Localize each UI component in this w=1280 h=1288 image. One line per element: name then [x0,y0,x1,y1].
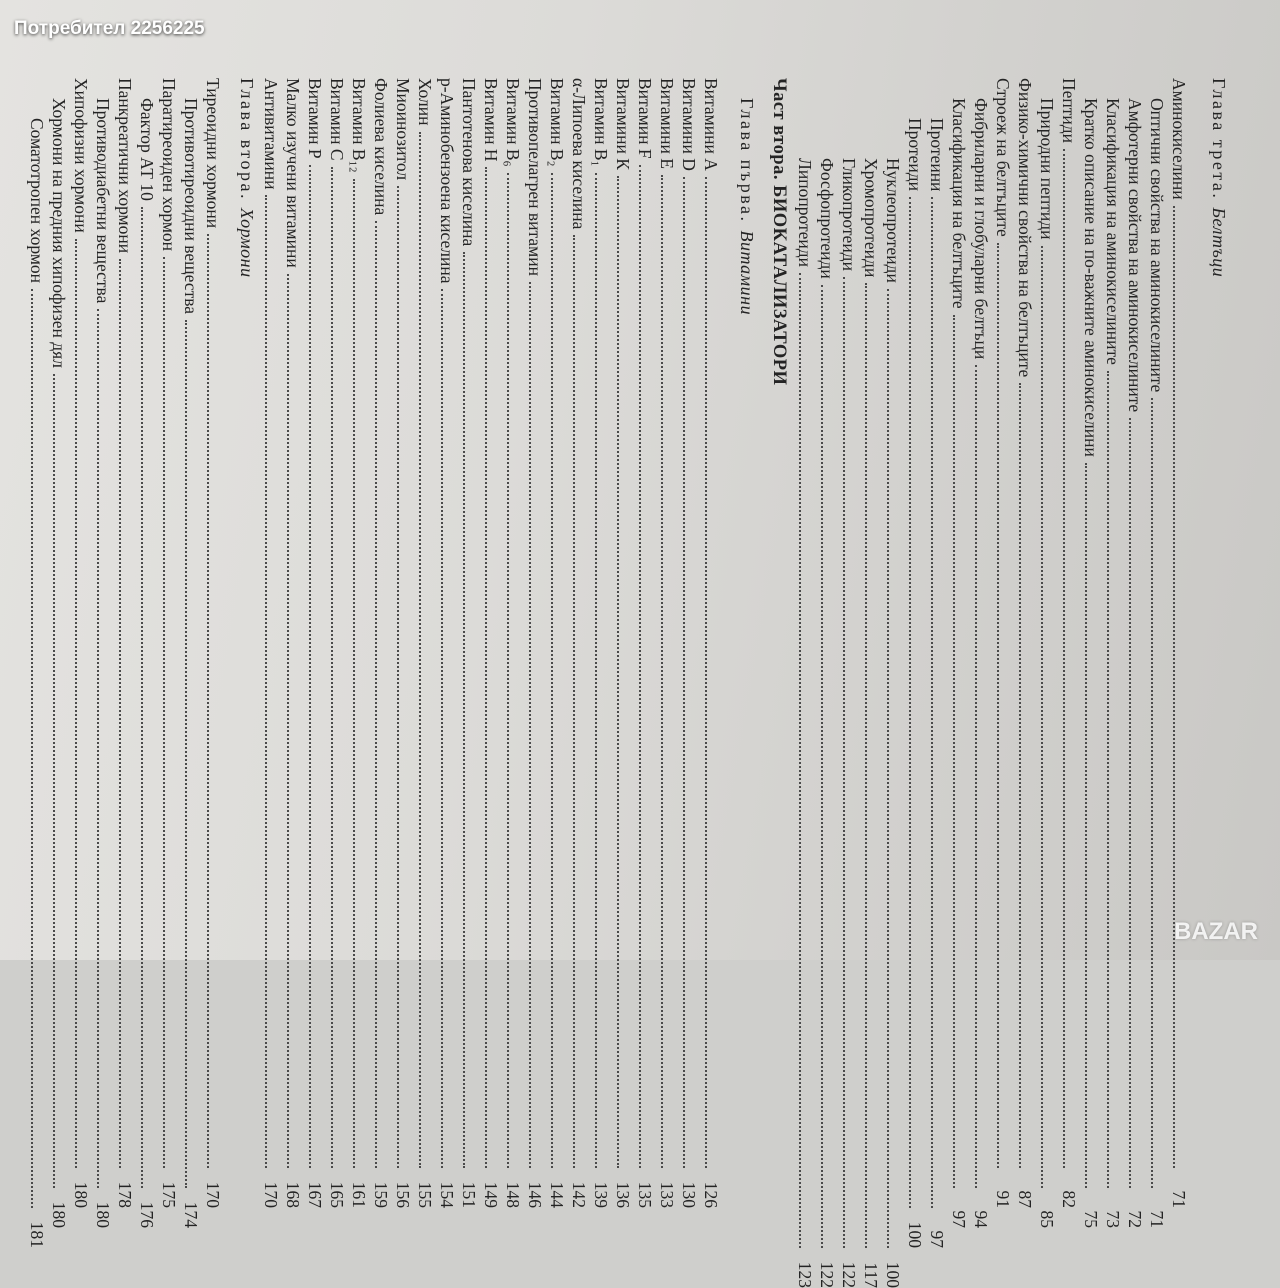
toc-row [926,78,948,1248]
toc-page: 100 [883,1261,903,1288]
toc-page: 154 [437,1181,457,1208]
toc-row [304,78,326,1208]
toc-label: Аминокиселини [1169,78,1189,200]
toc-page: 146 [525,1181,545,1208]
toc-label: Нуклеопротеиди [883,158,903,283]
toc-label: Протеини [927,118,947,192]
toc-label: Витамин B₂ [547,78,567,167]
toc-page: 156 [393,1181,413,1208]
toc-row [1080,78,1102,1228]
toc-label: Хормони на предния хипофизен дял [49,98,69,368]
toc-label: Оптични свойства на аминокиселините [1147,98,1167,393]
toc-page: 122 [817,1261,837,1288]
toc-leader [287,274,303,1168]
toc-label: Природни пептиди [1037,98,1057,240]
chapter-prefix: Глава първа. [737,98,757,224]
toc-leader [551,173,567,1168]
toc-label: Строеж на белтъците [993,78,1013,237]
toc-row [480,78,502,1208]
toc-leader [975,365,991,1188]
toc-row [458,78,480,1208]
toc-leader [141,207,157,1188]
toc-row [392,78,414,1208]
chapter-prefix: Глава втора. [237,78,257,201]
toc-row [348,78,370,1208]
toc-row [794,78,816,1288]
toc-label: Хипофизни хормони [71,78,91,233]
toc-row [70,78,92,1208]
toc-leader [185,320,201,1188]
toc-leader [887,289,903,1248]
toc-page: 180 [71,1181,91,1208]
toc-row [860,78,882,1288]
chapter-title: Витамини [737,230,757,316]
toc-leader [997,243,1013,1168]
toc-row [524,78,546,1208]
toc-page: 180 [93,1201,113,1228]
toc-leader [931,197,947,1208]
toc-leader [573,235,589,1168]
toc-page: 151 [459,1181,479,1208]
toc-leader [821,285,837,1248]
toc-row [260,78,282,1208]
toc-label: Пантотенова киселина [459,78,479,247]
toc-label: Панкреатични хормони [115,78,135,254]
toc-leader [1041,246,1057,1188]
toc-page: 149 [481,1181,501,1208]
toc-leader [75,239,91,1168]
toc-label: Витамин B₆ [503,78,523,167]
toc-leader [843,277,859,1248]
toc-page: 87 [1015,1190,1035,1208]
toc-label: Миоинозитол [393,78,413,181]
toc-leader [1107,371,1123,1188]
toc-label: Малко изучени витамини [283,78,303,268]
toc-page: 144 [547,1181,567,1208]
toc-label: Пептиди [1059,78,1079,144]
chapter-title: Белтъци [1209,207,1229,278]
toc-label: Витамин B₁ [591,78,611,167]
toc-leader [683,177,699,1168]
toc-label: Витамин С [327,78,347,161]
toc-label: Класификация на аминокиселините [1103,98,1123,365]
toc-page: 155 [415,1181,435,1208]
toc-row [114,78,136,1208]
toc-page: 161 [349,1181,369,1208]
toc-leader [309,165,325,1168]
toc-label: Витамин Р [305,78,325,159]
toc-page: 126 [701,1181,721,1208]
toc-page: 72 [1125,1210,1145,1228]
toc-leader [163,257,179,1168]
toc-page: 75 [1081,1210,1101,1228]
toc-leader [705,177,721,1168]
toc-page: 136 [613,1181,633,1208]
toc-label: Класификация на белтъците [949,98,969,309]
toc-page: 167 [305,1181,325,1208]
user-tag: Потребител 2256225 [14,18,205,39]
chapter-prefix: Глава трета. [1209,78,1229,201]
toc-row [1168,78,1190,1208]
toc-label: Фибриларни и глобуларни белтъци [971,98,991,360]
part-heading: Част втора. БИОКАТАЛИЗАТОРИ [769,78,789,386]
toc-page: 178 [115,1181,135,1208]
toc-leader [617,176,633,1168]
toc-leader [207,234,223,1168]
toc-label: Амфотерни свойства на аминокиселините [1125,98,1145,413]
toc-row [26,78,48,1248]
toc-row [180,78,202,1228]
toc-row [1146,78,1168,1228]
toc-row [992,78,1014,1208]
toc-label: Противодиабетни вещества [93,98,113,304]
toc-row [678,78,700,1208]
toc-page: 170 [261,1181,281,1208]
toc-label: Антивитамини [261,78,281,190]
toc-page: 135 [635,1181,655,1208]
toc-label: Протеиди [905,118,925,191]
toc-row [882,78,904,1288]
toc-page: 180 [49,1201,69,1228]
toc-page: 165 [327,1181,347,1208]
toc-leader [661,175,677,1168]
toc-leader [529,282,545,1168]
toc-row [502,78,524,1208]
toc-row [838,78,860,1288]
toc-label: Фактор АТ 10 [137,98,157,201]
toc-page: 122 [839,1261,859,1288]
toc-page: 159 [371,1181,391,1208]
toc-leader [441,289,457,1168]
toc-row [1036,78,1058,1228]
toc-label: Витамини D [679,78,699,171]
toc-label: Фосфопротеиди [817,158,837,279]
toc-leader [331,167,347,1168]
toc-row [1014,78,1036,1208]
toc-row [202,78,224,1208]
toc-row [370,78,392,1208]
chapter-heading [736,78,758,1228]
toc-label: Витамини Е [657,78,677,169]
toc-leader [865,283,881,1248]
toc-leader [97,309,113,1188]
toc-leader [463,252,479,1168]
toc-page: 175 [159,1181,179,1208]
toc-page: 174 [181,1201,201,1228]
toc-label: Гликопротеиди [839,158,859,271]
toc-leader [119,259,135,1168]
toc-row [92,78,114,1228]
watermark-logo: BAZAR [1174,918,1258,945]
toc-row [1124,78,1146,1228]
toc-leader [485,167,501,1168]
toc-page: 181 [27,1221,47,1248]
toc-label: Противотиреоидни вещества [181,98,201,315]
toc-page: 97 [927,1230,947,1248]
toc-row [158,78,180,1208]
toc-leader [397,186,413,1168]
toc-leader [1129,418,1145,1188]
toc-row [282,78,304,1208]
toc-leader [1085,463,1101,1188]
toc-page: 133 [657,1181,677,1208]
toc-page: 168 [283,1181,303,1208]
toc-label: Фолиева киселина [371,78,391,216]
toc-page: 176 [137,1201,157,1228]
toc-page: 117 [861,1262,881,1288]
toc-label: Витамин Н [481,78,501,162]
toc-row [656,78,678,1208]
toc-page: 170 [203,1181,223,1208]
toc-page: 71 [1169,1190,1189,1208]
chapter-title: Хормони [237,207,257,278]
toc-label: Витамини А [701,78,721,171]
toc-page: 148 [503,1181,523,1208]
toc-leader [353,179,369,1168]
toc-label: Соматотропен хормон [27,118,47,284]
toc-row [970,78,992,1228]
toc-row [48,78,70,1228]
toc-leader [1063,149,1079,1168]
toc-label: Тиреоидни хормони [203,78,223,229]
toc-page: 97 [949,1210,969,1228]
toc-row [1102,78,1124,1228]
toc-leader [1173,206,1189,1168]
toc-row [612,78,634,1208]
toc-label: Паратиреоиден хормон [159,78,179,252]
toc-label: Липопротеиди [795,158,815,268]
toc-label: Хромопротеиди [861,158,881,278]
toc-page: 100 [905,1221,925,1248]
toc-label: Витамин B₁₂ [349,78,369,173]
toc-page: 142 [569,1181,589,1208]
toc-label: α-Липоева киселина [569,78,589,230]
toc-leader [595,173,611,1168]
toc-leader [507,173,523,1168]
toc-row [816,78,838,1288]
toc-leader [909,197,925,1208]
toc-row [700,78,722,1208]
toc-page: 73 [1103,1210,1123,1228]
toc-page: 71 [1147,1210,1167,1228]
toc-leader [799,273,815,1248]
toc-label: Витамини К [613,78,633,170]
toc-leader [265,195,281,1168]
book-page [10,78,1230,1288]
toc-leader [375,221,391,1168]
toc-page: 91 [993,1190,1013,1208]
toc-row [634,78,656,1208]
chapter-heading [236,78,258,1208]
toc-row [568,78,590,1208]
toc-leader [419,132,435,1168]
toc-row [1058,78,1080,1208]
toc-page: 123 [795,1261,815,1288]
toc-row [590,78,612,1208]
toc-page: 82 [1059,1190,1079,1208]
chapter-heading [1208,78,1230,1208]
toc-label: Противопелагрен витамин [525,78,545,276]
toc-row [326,78,348,1208]
toc-label: Витамин F [635,78,655,159]
toc-label: Физико-химични свойства на белтъците [1015,78,1035,378]
toc-row [436,78,458,1208]
toc-leader [639,165,655,1168]
toc-row [948,78,970,1228]
toc-leader [953,315,969,1188]
toc-row [546,78,568,1208]
toc-page: 139 [591,1181,611,1208]
toc-row [136,78,158,1228]
toc-row [414,78,436,1208]
toc-leader [1019,383,1035,1168]
toc-page: 130 [679,1181,699,1208]
toc-leader [31,289,47,1208]
toc-leader [1151,398,1167,1188]
toc-page: 85 [1037,1210,1057,1228]
toc-label: Кратко описание на по-важните аминокиселини [1081,98,1101,457]
toc-label: р-Аминобензоена киселина [437,78,457,284]
toc-leader [53,374,69,1188]
toc-label: Холин [415,78,435,126]
toc-page: 94 [971,1210,991,1228]
toc-row [904,78,926,1248]
